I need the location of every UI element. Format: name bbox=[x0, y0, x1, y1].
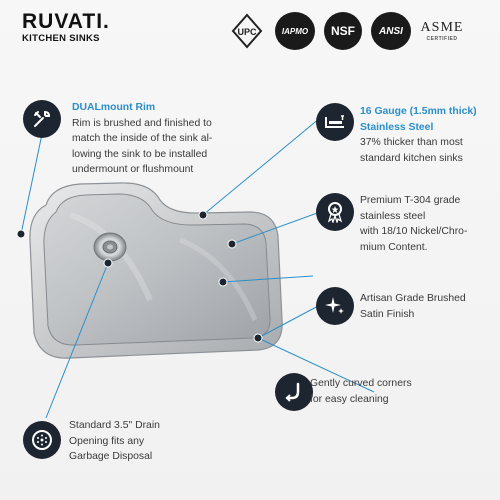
corners-line: for easy cleaning bbox=[310, 393, 389, 405]
curved-corner-icon bbox=[275, 373, 313, 411]
finish-feature bbox=[360, 291, 500, 322]
tools-icon bbox=[23, 100, 61, 138]
premium-line: mium Content. bbox=[360, 241, 428, 253]
brand-name: RUVATI. bbox=[22, 10, 110, 33]
gauge-line: 37% thicker than most bbox=[360, 137, 463, 148]
quality-badge-icon bbox=[316, 193, 354, 231]
callout-dot bbox=[104, 259, 112, 267]
dualmount-feature bbox=[72, 100, 252, 178]
iapmo-label: IAPMO bbox=[281, 26, 309, 36]
drain-feature bbox=[69, 418, 219, 465]
finish-line: Satin Finish bbox=[360, 308, 415, 320]
corners-feature bbox=[310, 376, 480, 407]
sparkle-icon bbox=[316, 287, 354, 325]
gauge-title: 16 Gauge (1.5mm thick) bbox=[360, 106, 477, 117]
premium-line: with 18/10 Nickel/Chro- bbox=[360, 226, 468, 237]
drain-strainer bbox=[94, 233, 126, 261]
gauge-feature bbox=[360, 104, 500, 166]
drain-line: Standard 3.5" Drain bbox=[69, 420, 160, 431]
gauge-thickness-icon bbox=[316, 103, 354, 141]
callout-dot bbox=[254, 334, 262, 342]
asme-sub: CERTIFIED bbox=[426, 35, 458, 42]
callout-dot bbox=[199, 211, 207, 219]
callout-dot bbox=[219, 278, 227, 286]
callout-dot bbox=[17, 230, 25, 238]
premium-line: Premium T-304 grade bbox=[360, 195, 461, 206]
drain-line: Opening fits any bbox=[69, 435, 145, 447]
asme-label: ASME bbox=[420, 19, 464, 35]
nsf-label: NSF bbox=[331, 24, 355, 38]
corners-line: Gently curved corners bbox=[310, 378, 412, 389]
drain-line: Garbage Disposal bbox=[69, 451, 153, 462]
upc-label: UPC bbox=[237, 27, 257, 37]
callout-dot bbox=[228, 240, 236, 248]
finish-line: Artisan Grade Brushed bbox=[360, 293, 466, 304]
premium-line: stainless steel bbox=[360, 210, 426, 222]
dualmount-line: Rim is brushed and finished to bbox=[72, 117, 212, 129]
drain-icon bbox=[23, 421, 61, 459]
dualmount-line: undermount or flushmount bbox=[72, 164, 194, 175]
gauge-title: Stainless Steel bbox=[360, 121, 434, 133]
ansi-label: ANSI bbox=[379, 25, 403, 37]
premium-feature bbox=[360, 193, 500, 255]
dualmount-line: match the inside of the sink al- bbox=[72, 133, 213, 144]
dualmount-title: DUALmount Rim bbox=[72, 102, 156, 113]
dualmount-line: lowing the sink to be installed bbox=[72, 148, 208, 160]
brand-subtitle: KITCHEN SINKS bbox=[22, 33, 100, 44]
gauge-line: standard kitchen sinks bbox=[360, 152, 463, 164]
